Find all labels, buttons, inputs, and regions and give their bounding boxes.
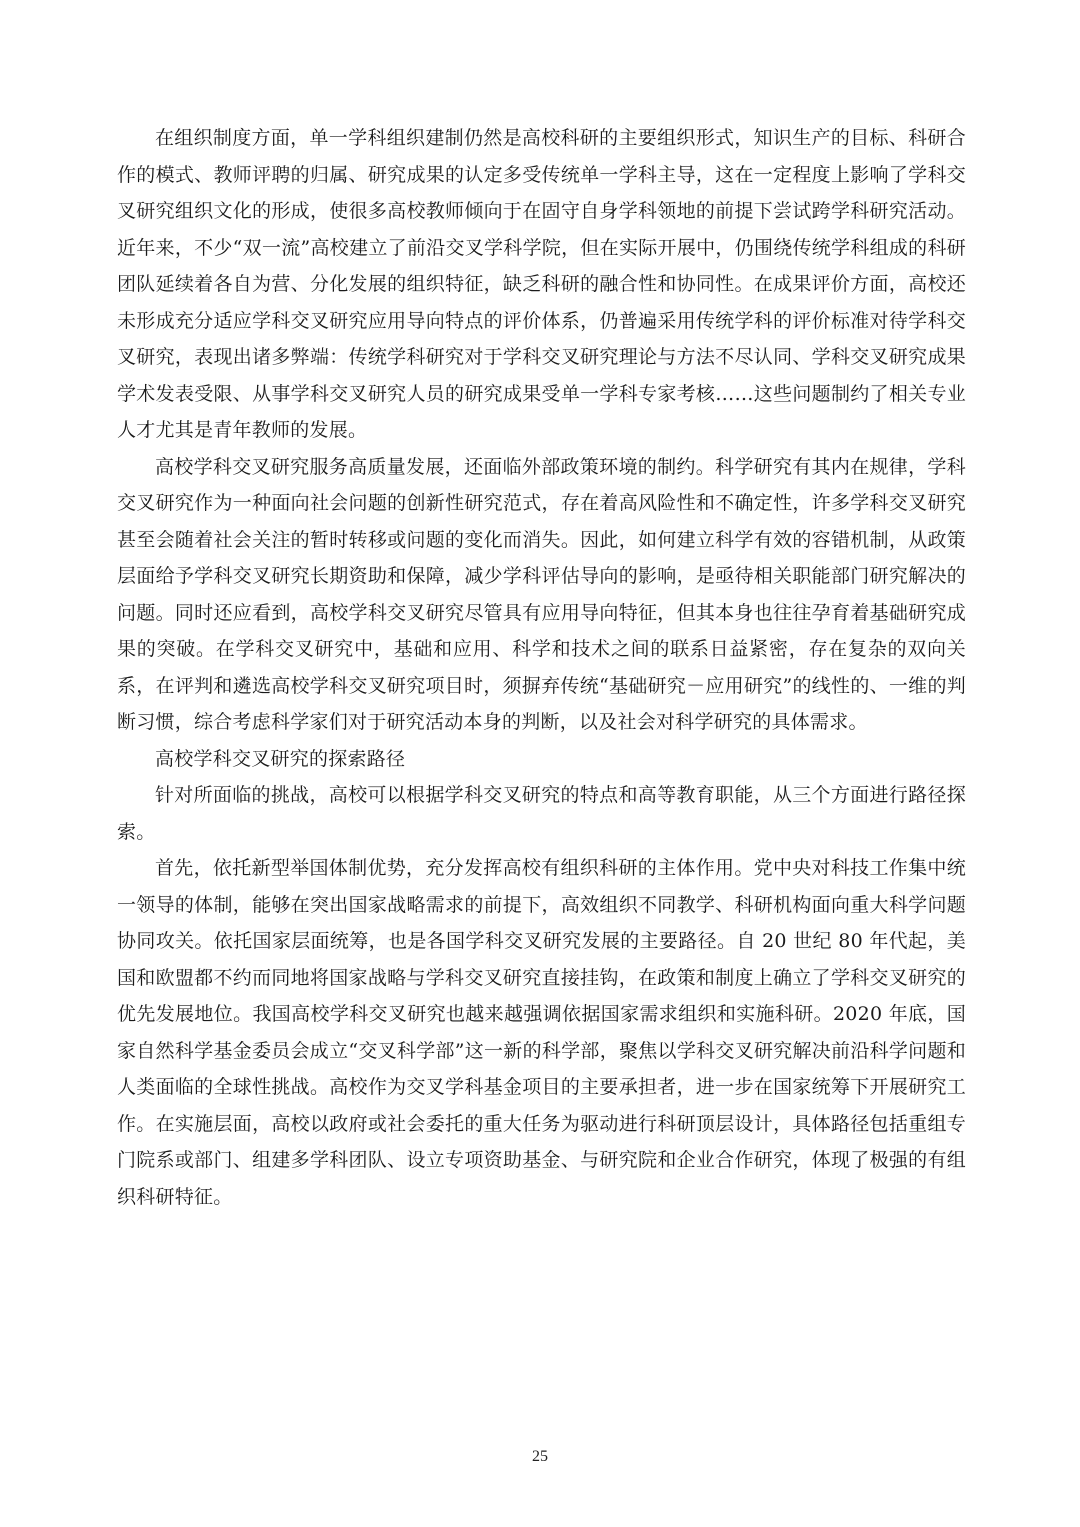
body-text xyxy=(117,120,966,1215)
paragraph-national-system: 首先，依托新型举国体制优势，充分发挥高校有组织科研的主体作用。党中央对科技工作集中统一领导的体制，能够在突出国家战略需求的前提下，高效组织不同教学、科研机构面向重大科学问题协同攻关。依托国家层面统筹，也是各国学科交叉研究发展的主要路径。自 20 世纪 80 年代起，美国和欧盟都不约而同地将国家战略与学科交叉研究直接挂钩，在政策和制度上确立了学科交叉研究的优先发展地位。我国高校学科交叉研究也越来越强调依据国家需求组织和实施科研。2020 年底，国家自然科学基金委员会成立“交叉科学部”这一新的科学部，聚焦以学科交叉研究解决前沿科学问题和人类面临的全球性挑战。高校作为交叉学科基金项目的主要承担者，进一步在国家统筹下开展研究工作。在实施层面，高校以政府或社会委托的重大任务为驱动进行科研顶层设计，具体路径包括重组专门院系或部门、组建多学科团队、设立专项资助基金、与研究院和企业合作研究，体现了极强的有组织科研特征。 xyxy=(117,857,966,1208)
paragraph-challenges-intro: 针对所面临的挑战，高校可以根据学科交叉研究的特点和高等教育职能，从三个方面进行路径探索。 xyxy=(117,784,966,843)
paragraph-organization-system: 在组织制度方面，单一学科组织建制仍然是高校科研的主要组织形式，知识生产的目标、科研合作的模式、教师评聘的归属、研究成果的认定多受传统单一学科主导，这在一定程度上影响了学科交叉研究组织文化的形成，使很多高校教师倾向于在固守自身学科领地的前提下尝试跨学科研究活动。近年来，不少“双一流”高校建立了前沿交叉学科学院，但在实际开展中，仍围绕传统学科组成的科研团队延续着各自为营、分化发展的组织特征，缺乏科研的融合性和协同性。在成果评价方面，高校还未形成充分适应学科交叉研究应用导向特点的评价体系，仍普遍采用传统学科的评价标准对待学科交叉研究，表现出诸多弊端：传统学科研究对于学科交叉研究理论与方法不尽认同、学科交叉研究成果学术发表受限、从事学科交叉研究人员的研究成果受单一学科专家考核……这些问题制约了相关专业人才尤其是青年教师的发展。 xyxy=(117,127,966,441)
section-heading: 高校学科交叉研究的探索路径 xyxy=(155,747,406,770)
page-number: 25 xyxy=(532,1448,548,1465)
paragraph-policy-environment: 高校学科交叉研究服务高质量发展，还面临外部政策环境的制约。科学研究有其内在规律，学科交叉研究作为一种面向社会问题的创新性研究范式，存在着高风险性和不确定性，许多学科交叉研究甚至会随着社会关注的暂时转移或问题的变化而消失。因此，如何建立科学有效的容错机制，从政策层面给予学科交叉研究长期资助和保障，减少学科评估导向的影响，是亟待相关职能部门研究解决的问题。同时还应看到，高校学科交叉研究尽管具有应用导向特征，但其本身也往往孕育着基础研究成果的突破。在学科交叉研究中，基础和应用、科学和技术之间的联系日益紧密，存在复杂的双向关系，在评判和遴选高校学科交叉研究项目时，须摒弃传统“基础研究－应用研究”的线性的、一维的判断习惯，综合考虑科学家们对于研究活动本身的判断，以及社会对科学研究的具体需求。 xyxy=(117,455,966,733)
